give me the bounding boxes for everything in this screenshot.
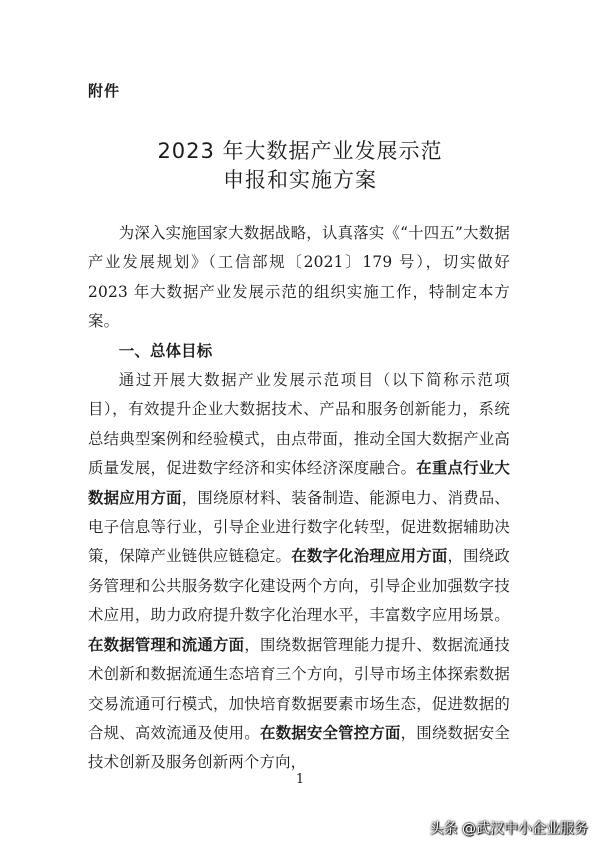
document-title-line2: 申报和实施方案 <box>223 168 377 192</box>
bold-run: 在重点行业大数据应用方面 <box>88 459 510 507</box>
intro-paragraph: 为深入实施国家大数据战略，认真落实《“十四五”大数据产业发展规划》（工信部规〔2021〕179 号），切实做好 2023 年大数据产业发展示范的组织实施工作，特制定本方案。 <box>88 224 510 331</box>
paragraph-run: ，围绕政务管理和公共服务数字化建设两个方向，引导企业加强数字技术应用，助力政府提升数字化治理水平，丰富数字应用场景。 <box>88 547 510 625</box>
bold-run: 在数字化治理应用方面 <box>291 547 448 566</box>
paragraph-run: ，围绕数据管理能力提升、数据流通技术创新和数据流通生态培育三个方向，引导市场主体探索数据交易流通可行模式，加快培育数据要素市场生态，促进数据的合规、高效流通及使用。 <box>88 635 510 742</box>
document-body <box>88 219 510 778</box>
attachment-label: 附件 <box>88 82 121 100</box>
section-heading: 一、总体目标 <box>118 341 213 360</box>
document-title-line1: 2023 年大数据产业发展示范 <box>157 139 443 163</box>
paragraph-run: ，围绕原材料、装备制造、能源电力、消费品、电子信息等行业，引导企业进行数字化转型，促进数据辅助决策，保障产业链供应链稳定。 <box>88 488 511 566</box>
paragraph-run: ，围绕数据安全技术创新及服务创新两个方向， <box>88 723 510 772</box>
paragraph-run: 通过开展大数据产业发展示范项目（以下简称示范项目），有效提升企业大数据技术、产品和服务创新能力，系统总结典型案例和经验模式，由点带面，推动全国大数据产业高质量发展，促进数字经济和实体经济深度融合。 <box>88 371 510 478</box>
page-number: 1 <box>295 772 305 787</box>
bold-run: 在数据管理和流通方面 <box>88 635 245 654</box>
source-watermark: 头条 @武汉中小企业服务 <box>429 821 588 837</box>
bold-run: 在数据安全管控方面 <box>259 723 401 742</box>
section-paragraph <box>88 366 510 778</box>
